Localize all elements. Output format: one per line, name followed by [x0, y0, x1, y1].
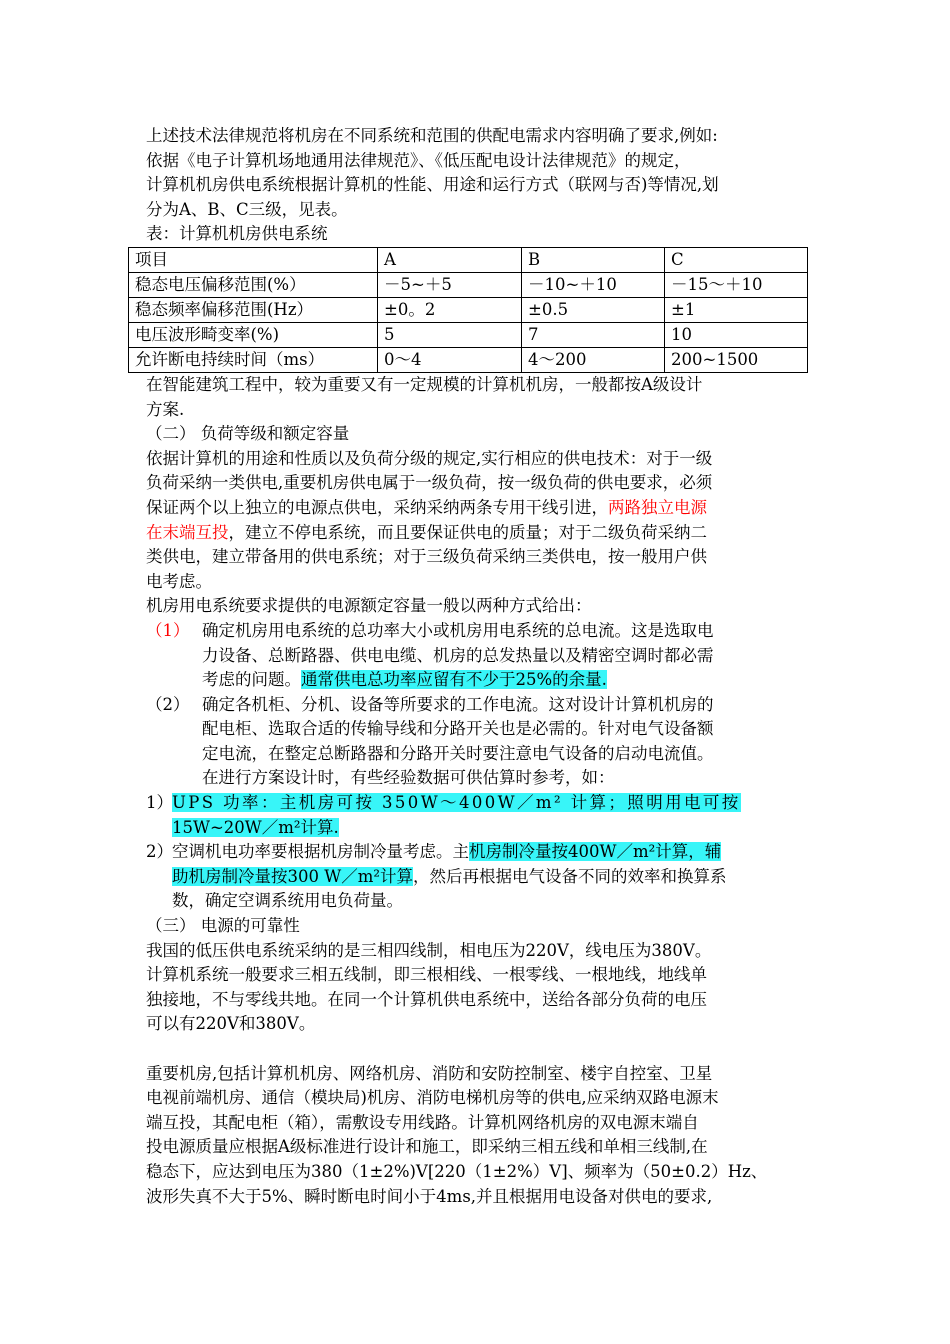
table-cell: 5: [378, 322, 522, 347]
dual-power-paragraph: [146, 1062, 806, 1210]
list-line: 确定机房用电系统的总功率大小或机房用电系统的总电流。这是选取电: [202, 620, 714, 640]
table-cell: 稳态频率偏移范围(Hz）: [129, 297, 378, 322]
table-cell: ±1: [665, 297, 808, 322]
highlighted-text: 15W~20W／m²计算.: [172, 817, 339, 837]
after-table-paragraph: [146, 373, 806, 422]
list-line: [172, 840, 806, 865]
intro-line: 依据《电子计算机场地通用法律规范》、《低压配电设计法律规范》的规定，: [146, 150, 691, 170]
body-line: 方案.: [146, 399, 185, 419]
table-cell: －15～＋10: [665, 272, 808, 297]
table-cell: －5~＋5: [378, 272, 522, 297]
table-header-cell: C: [665, 247, 808, 272]
list-marker: 2）: [146, 842, 173, 862]
section-heading-reliability: （三） 电源的可靠性: [146, 916, 300, 936]
table-row: [129, 297, 808, 322]
body-text: 保证两个以上独立的电源点供电，采纳采纳两条专用干线引进，: [146, 497, 608, 517]
intro-line: 分为A、B、C三级，见表。: [146, 199, 348, 219]
list-line: [202, 668, 806, 693]
document-page: [135, 124, 806, 1209]
intro-line: 上述技术法律规范将机房在不同系统和范围的供配电需求内容明确了要求,例如:: [146, 126, 718, 145]
highlighted-text: 机房制冷量按400W／m²计算，辅: [469, 842, 722, 862]
body-line: 独接地，不与零线共地。在同一个计算机供电系统中，送给各部分负荷的电压: [146, 989, 707, 1009]
body-text: ，然后再根据电气设备不同的效率和换算系: [412, 866, 727, 886]
table-header-cell: B: [522, 247, 665, 272]
body-line: 投电源质量应根据A级标准进行设计和施工，即采纳三相五线和单相三线制,在: [146, 1137, 708, 1157]
reliability-paragraph: [146, 939, 806, 1037]
body-line: 计算机系统一般要求三相五线制，即三根相线、一根零线、一根地线，地线单: [146, 965, 707, 985]
intro-paragraph: [146, 124, 806, 222]
table-cell: 0～4: [378, 347, 522, 372]
body-text: 考虑的问题。: [202, 670, 301, 690]
table-header-cell: A: [378, 247, 522, 272]
list-line: 在进行方案设计时，有些经验数据可供估算时参考，如：: [202, 768, 615, 788]
body-text: 空调机电功率要根据机房制冷量考虑。主: [172, 842, 469, 862]
table-cell: 电压波形畸变率(%): [129, 322, 378, 347]
body-text: ，建立不停电系统，而且要保证供电的质量；对于二级负荷采纳二: [228, 522, 707, 542]
body-line: [146, 496, 806, 521]
emphasis-text-red: 两路独立电源: [608, 497, 707, 517]
list-line: 定电流，在整定总断路器和分路开关时要注意电气设备的启动电流值。: [202, 743, 714, 763]
table-row: [129, 347, 808, 372]
list-line: [172, 791, 806, 816]
intro-line: 计算机机房供电系统根据计算机的性能、用途和运行方式（联网与否)等情况,划: [146, 175, 719, 195]
list-line: [172, 865, 806, 890]
table-row: [129, 322, 808, 347]
power-supply-table: [128, 247, 808, 373]
table-cell: 7: [522, 322, 665, 347]
body-line: 我国的低压供电系统采纳的是三相四线制，相电压为220V，线电压为380V。: [146, 940, 712, 960]
load-level-paragraph: [146, 447, 806, 595]
table-cell: 稳态电压偏移范围(%）: [129, 272, 378, 297]
table-cell: 10: [665, 322, 808, 347]
body-line: 机房用电系统要求提供的电源额定容量一般以两种方式给出：: [146, 596, 592, 616]
table-header-row: [129, 247, 808, 272]
section-heading-load-level: （二） 负荷等级和额定容量: [146, 424, 350, 444]
table-row: [129, 272, 808, 297]
body-line: 类供电，建立带备用的供电系统；对于三级负荷采纳三类供电，按一般用户供: [146, 547, 707, 567]
body-line: 重要机房,包括计算机机房、网络机房、消防和安防控制室、楼宇自控室、卫星: [146, 1063, 713, 1083]
list-item: [146, 619, 806, 693]
highlighted-text: 通常供电总功率应留有不少于25%的余量.: [301, 670, 607, 690]
list-line: [172, 816, 806, 841]
body-line: 在智能建筑工程中，较为重要又有一定规模的计算机机房，一般都按A级设计: [146, 374, 703, 394]
list-item: [146, 840, 806, 914]
body-line: 波形失真不大于5%、瞬时断电时间小于4ms,并且根据用电设备对供电的要求,: [146, 1186, 713, 1206]
list-item: [146, 791, 806, 840]
highlighted-text: UPS 功率：主机房可按 350W～400W／m² 计算；照明用电可按: [172, 793, 741, 813]
table-cell: ±0。2: [378, 297, 522, 322]
table-cell: 200~1500: [665, 347, 808, 372]
body-line: [146, 521, 806, 546]
body-line: 电视前端机房、通信（模块局)机房、消防电梯机房等的供电,应采纳双路电源末: [146, 1088, 719, 1108]
list-item: [146, 693, 806, 791]
body-line: 端互投，其配电柜（箱），需敷设专用线路。计算机网络机房的双电源末端自: [146, 1112, 699, 1132]
table-cell: ±0.5: [522, 297, 665, 322]
emphasis-text-red: 在末端互投: [146, 522, 229, 542]
table-header-cell: 项目: [129, 247, 378, 272]
list-line: 确定各机柜、分机、设备等所要求的工作电流。这对设计计算机机房的: [202, 694, 714, 714]
body-line: 可以有220V和380V。: [146, 1014, 316, 1034]
list-marker: 1）: [146, 793, 173, 813]
table-cell: 允许断电持续时间（ms）: [129, 347, 378, 372]
list-line: 配电柜、选取合适的传输导线和分路开关也是必需的。针对电气设备额: [202, 719, 714, 739]
body-line: 稳态下，应达到电压为380（1±2%)V[220（1±2%）V]、频率为（50±0.2）Hz、: [146, 1161, 768, 1181]
body-line: 依据计算机的用途和性质以及负荷分级的规定,实行相应的供电技术：对于一级: [146, 448, 713, 468]
list-line: 力设备、总断路器、供电电缆、机房的总发热量以及精密空调时都必需: [202, 645, 714, 665]
highlighted-text: 助机房制冷量按300 W／m²计算: [172, 866, 413, 886]
table-caption: 表：计算机机房供电系统: [146, 224, 328, 244]
blank-line: [146, 1037, 806, 1062]
list-marker: （2）: [146, 694, 190, 714]
body-line: 负荷采纳一类供电,重要机房供电属于一级负荷，按一级负荷的供电要求，必须: [146, 473, 713, 493]
list-marker: （1）: [146, 620, 190, 640]
body-line: 电考虑。: [146, 571, 212, 591]
list-line: 数，确定空调系统用电负荷量。: [172, 891, 403, 911]
table-cell: 4～200: [522, 347, 665, 372]
table-cell: －10~＋10: [522, 272, 665, 297]
